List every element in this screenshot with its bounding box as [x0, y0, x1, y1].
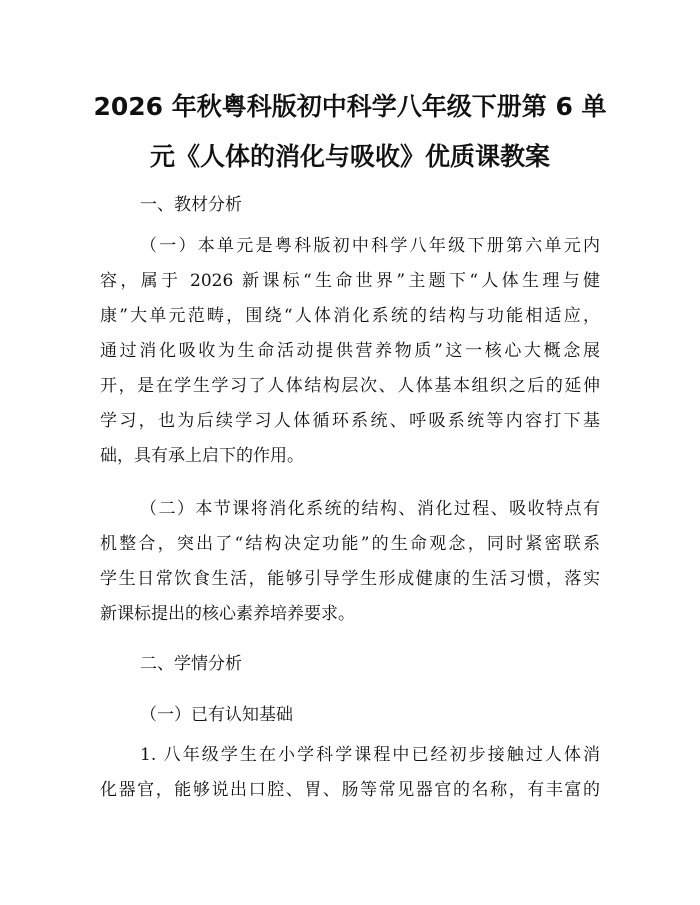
text-line: 开，是在学生学习了人体结构层次、人体基本组织之后的延伸 — [100, 376, 600, 396]
text-line: 康”大单元范畴，围绕“人体消化系统的结构与功能相适应， — [100, 306, 600, 326]
text-line: 础，具有承上启下的作用。 — [100, 446, 304, 466]
text-line: 容，属于 2026 新课标“生命世界”主题下“人体生理与健 — [100, 271, 600, 291]
text-line: 1. 八年级学生在小学科学课程中已经初步接触过人体消 — [140, 745, 600, 765]
paragraph-unit-overview — [100, 229, 600, 474]
document-title-line-2: 元《人体的消化与吸收》优质课教案 — [149, 142, 550, 171]
text-line: 化器官，能够说出口腔、胃、肠等常见器官的名称，有丰富的 — [100, 780, 600, 800]
text-line: 学生日常饮食生活，能够引导学生形成健康的生活习惯，落实 — [100, 569, 600, 589]
document-title-line-1: 2026 年秋粤科版初中科学八年级下册第 6 单 — [93, 92, 607, 121]
text-line: 通过消化吸收为生命活动提供营养物质”这一核心大概念展 — [100, 341, 600, 361]
paragraph-lesson-integration — [100, 492, 600, 632]
text-line: 机整合，突出了“结构决定功能”的生命观念，同时紧密联系 — [100, 534, 600, 554]
text-line: （一）本单元是粤科版初中科学八年级下册第六单元内 — [140, 236, 600, 256]
subheading-prior-knowledge: （一）已有认知基础 — [140, 705, 293, 725]
text-line: 学习，也为后续学习人体循环系统、呼吸系统等内容打下基 — [100, 411, 600, 431]
text-line: 新课标提出的核心素养培养要求。 — [100, 604, 355, 624]
text-line: （二）本节课将消化系统的结构、消化过程、吸收特点有 — [140, 499, 600, 519]
paragraph-item-1 — [100, 738, 600, 808]
section-heading-textbook-analysis: 一、教材分析 — [140, 195, 242, 215]
section-heading-learner-analysis: 二、学情分析 — [140, 654, 242, 674]
